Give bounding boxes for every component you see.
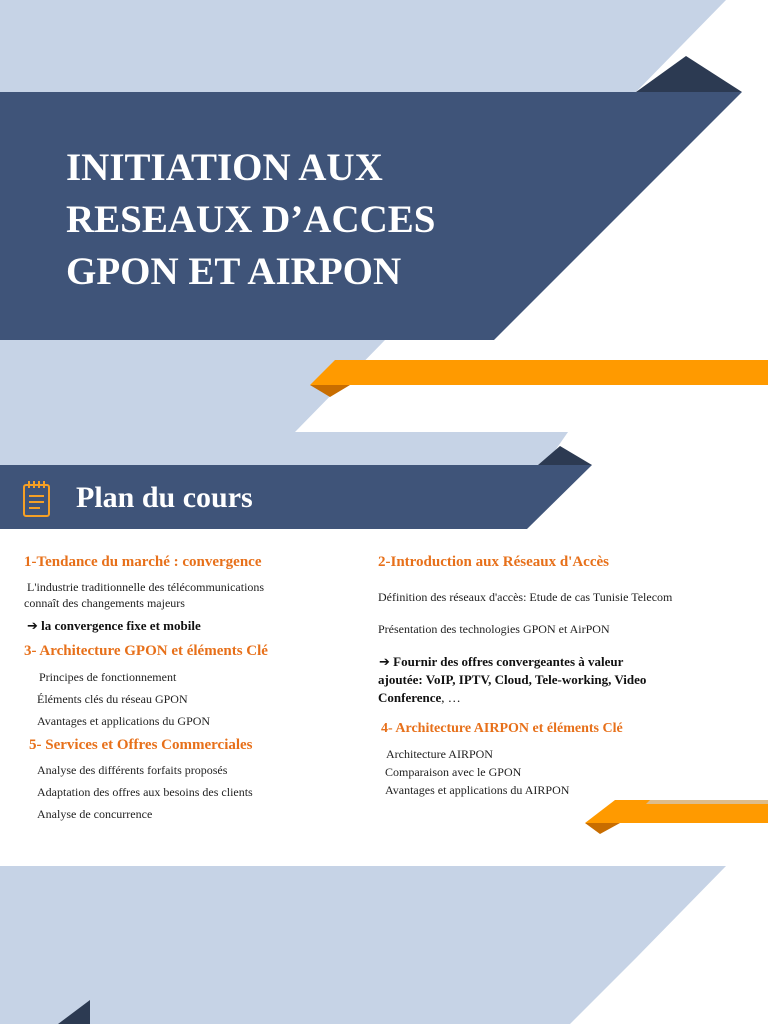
page-number: 2: [749, 830, 755, 842]
section-1-line-2: connaît des changements majeurs: [24, 596, 185, 610]
agenda-title: Plan du cours: [76, 481, 253, 514]
section-5-heading: 5- Services et Offres Commerciales: [29, 737, 253, 753]
section-3-heading: 3- Architecture GPON et éléments Clé: [24, 643, 268, 659]
section-4-heading: 4- Architecture AIRPON et éléments Clé: [381, 721, 623, 736]
section-2-conclusion-text-1: Fournir des offres convergeantes à valeur: [393, 654, 624, 669]
title-line-3: GPON ET AIRPON: [66, 250, 402, 293]
section-5-item-2: Adaptation des offres aux besoins des clients: [37, 785, 253, 799]
section-1-heading: 1-Tendance du marché : convergence: [24, 554, 262, 570]
agenda-slide: [0, 432, 768, 866]
section-2-item-1: Définition des réseaux d'accès: Etude de cas Tunisie Telecom: [378, 590, 673, 604]
section-3-item-1: Principes de fonctionnement: [39, 670, 177, 684]
section-2-conclusion-line-3: [378, 689, 461, 707]
arrow-right-icon: ➔: [27, 619, 38, 634]
title-slide: [0, 0, 768, 432]
section-2-item-2: Présentation des technologies GPON et AirPON: [378, 622, 610, 636]
section-1-conclusion-text: la convergence fixe et mobile: [41, 618, 201, 633]
section-4-item-1: Architecture AIRPON: [386, 747, 493, 761]
section-5-item-3: Analyse de concurrence: [37, 807, 153, 821]
section-3-item-3: Avantages et applications du GPON: [37, 714, 211, 728]
section-2-conclusion-suffix: , …: [441, 690, 461, 705]
next-slide-background: [0, 866, 768, 1024]
section-2-conclusion-line-1: [379, 653, 623, 672]
section-3-item-2: Éléments clés du réseau GPON: [37, 692, 188, 706]
arrow-right-icon: ➔: [379, 655, 390, 670]
section-2-conclusion-text-3: Conference: [378, 690, 442, 705]
section-1-line-1: L'industrie traditionnelle des télécommunications: [27, 580, 265, 594]
section-5-item-1: Analyse des différents forfaits proposés: [37, 763, 228, 777]
section-1-conclusion: [27, 617, 201, 636]
next-slide-preview: [0, 866, 768, 1024]
section-4-item-3: Avantages et applications du AIRPON: [385, 783, 570, 797]
section-2-conclusion-line-2: ajoutée: VoIP, IPTV, Cloud, Tele-working, Video: [378, 672, 647, 687]
presentation-title: [66, 142, 435, 298]
section-2-heading: 2-Introduction aux Réseaux d'Accès: [378, 554, 609, 570]
title-line-1: INITIATION AUX: [66, 146, 383, 189]
section-4-item-2: Comparaison avec le GPON: [385, 765, 522, 779]
notepad-icon: [22, 480, 52, 518]
title-line-2: RESEAUX D’ACCES: [66, 198, 436, 241]
